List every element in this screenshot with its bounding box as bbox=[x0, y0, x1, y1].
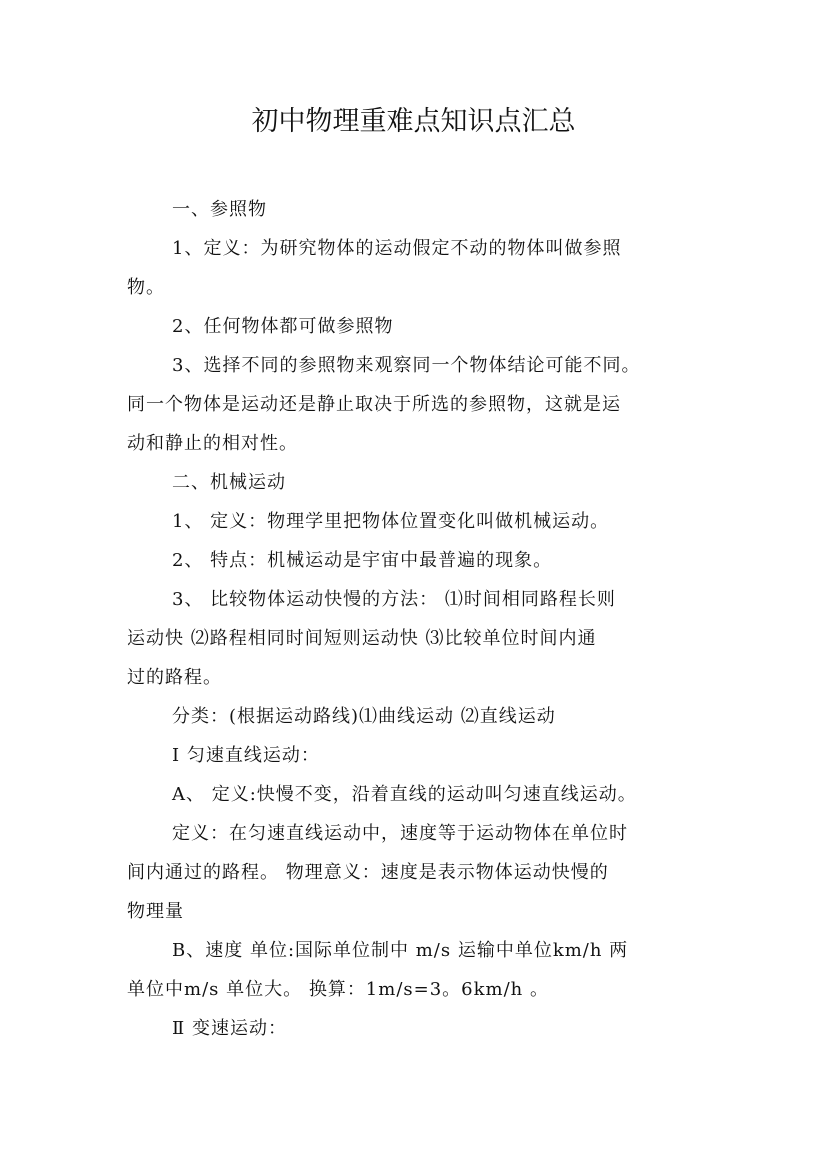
paragraph-line: 定义：在匀速直线运动中，速度等于运动物体在单位时 bbox=[172, 823, 628, 844]
paragraph-line: 1、 定义：物理学里把物体位置变化叫做机械运动。 bbox=[172, 511, 610, 532]
paragraph-line: 单位中m/s 单位大。 换算：1m/s=3。6km/h 。 bbox=[127, 979, 549, 1000]
paragraph-line: A、 定义:快慢不变，沿着直线的运动叫匀速直线运动。 bbox=[172, 784, 637, 805]
paragraph-line: 3、选择不同的参照物来观察同一个物体结论可能不同。 bbox=[172, 355, 641, 376]
paragraph-line: 运动快 ⑵路程相同时间短则运动快 ⑶比较单位时间内通 bbox=[127, 628, 597, 649]
paragraph-line: 动和静止的相对性。 bbox=[127, 433, 298, 454]
document-title: 初中物理重难点知识点汇总 bbox=[251, 106, 576, 137]
paragraph-line: 物。 bbox=[127, 277, 165, 298]
paragraph-line: 3、 比较物体运动快慢的方法： ⑴时间相同路程长则 bbox=[172, 589, 616, 610]
paragraph-line: B、速度 单位:国际单位制中 m/s 运输中单位km/h 两 bbox=[172, 940, 629, 961]
subsection-heading-uniform-motion: Ⅰ 匀速直线运动： bbox=[172, 745, 320, 766]
paragraph-line: 2、 特点：机械运动是宇宙中最普遍的现象。 bbox=[172, 550, 553, 571]
section-heading-reference-object: 一、参照物 bbox=[172, 199, 267, 220]
paragraph-line: 同一个物体是运动还是静止取决于所选的参照物，这就是运 bbox=[127, 394, 621, 415]
section-heading-mechanical-motion: 二、机械运动 bbox=[172, 472, 286, 493]
paragraph-line: 2、任何物体都可做参照物 bbox=[172, 316, 394, 337]
paragraph-line: 1、定义：为研究物体的运动假定不动的物体叫做参照 bbox=[172, 238, 622, 259]
paragraph-line: 间内通过的路程。 物理意义：速度是表示物体运动快慢的 bbox=[127, 862, 609, 883]
paragraph-line: 过的路程。 bbox=[127, 667, 222, 688]
paragraph-line: 物理量 bbox=[127, 901, 184, 922]
paragraph-line: 分类：(根据运动路线)⑴曲线运动 ⑵直线运动 bbox=[172, 706, 556, 727]
subsection-heading-variable-motion: Ⅱ 变速运动： bbox=[172, 1018, 287, 1039]
